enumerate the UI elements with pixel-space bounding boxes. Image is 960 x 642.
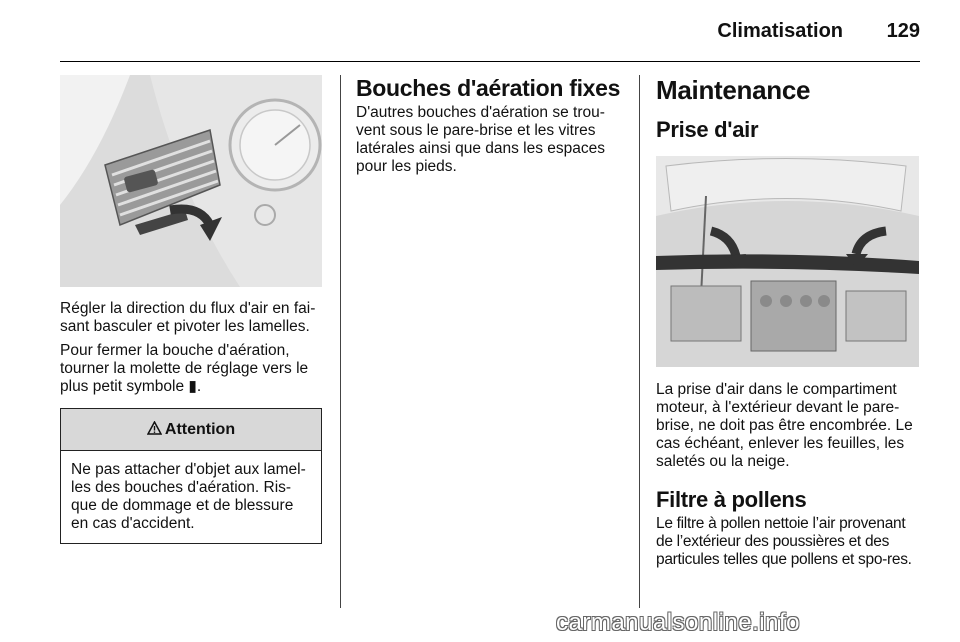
attention-box xyxy=(60,408,322,544)
vent-adjust-text: Régler la direction du flux d'air en fai-sant basculer et pivoter les lamelles. xyxy=(60,300,316,335)
air-intake-text: La prise d'air dans le compartiment moteur, à l'extérieur devant le pare-brise, ne doit pas être encombrée. Le cas échéant, enlever les feuilles, les saletés ou la neige. xyxy=(656,381,913,470)
attention-title: Attention xyxy=(164,420,236,438)
section-heading-fixed-vents: Bouches d'aération fixes xyxy=(356,75,621,101)
fixed-vents-text: D'autres bouches d'aération se trou-vent sous le pare-brise et les vitres latérales ainsi que dans les espaces pour les pieds. xyxy=(356,104,606,175)
column-divider xyxy=(340,75,341,608)
pollen-filter-text: Le filtre à pollen nettoie l’air provenant de l’extérieur des poussières et des particules telles que pollens et spo-res. xyxy=(656,515,912,568)
column-left xyxy=(60,75,322,544)
watermark: carmanualsonline.info xyxy=(556,609,800,636)
page-header xyxy=(60,0,920,62)
vent-close-text: Pour fermer la bouche d'aération, tourner la molette de réglage vers le plus petit symbole ▮. xyxy=(60,342,309,395)
attention-header xyxy=(61,409,321,451)
column-middle xyxy=(356,75,621,176)
column-divider xyxy=(639,75,640,608)
chapter-title: Climatisation xyxy=(717,20,843,42)
page-number: 129 xyxy=(886,20,920,42)
warning-triangle-icon xyxy=(147,421,162,439)
subheading-pollen-filter: Filtre à pollens xyxy=(656,487,807,512)
section-heading-maintenance: Maintenance xyxy=(656,75,811,105)
air-vent-illustration xyxy=(60,75,322,287)
engine-bay-illustration xyxy=(656,156,919,367)
attention-text: Ne pas attacher d'objet aux lamel-les des bouches d'aération. Ris-que de dommage et de blessure en cas d'accident. xyxy=(71,461,306,532)
subheading-air-intake: Prise d'air xyxy=(656,117,759,142)
column-right xyxy=(656,75,921,569)
